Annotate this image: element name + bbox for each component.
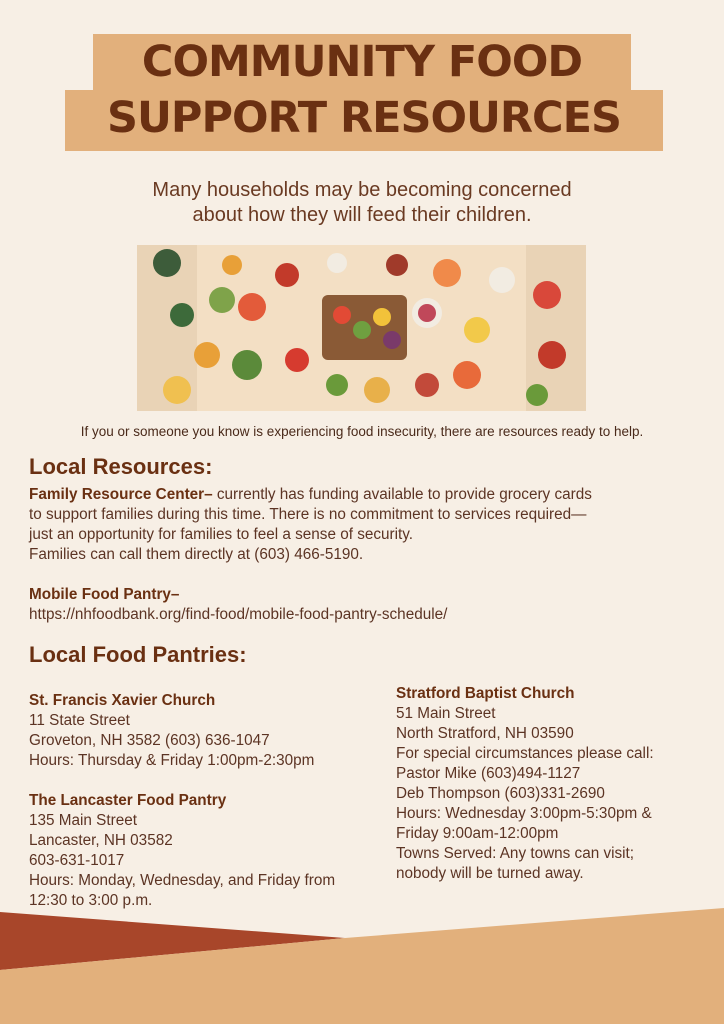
local-food-pantries-heading: Local Food Pantries: [29,642,247,667]
subtitle-line-1: Many households may be becoming concerned [152,179,572,201]
title-box-1 [93,34,631,94]
frc-name: Family Resource Center– [29,486,213,503]
pantry-line: Deb Thompson (603)331-2690 [396,785,605,802]
intro-text: If you or someone you know is experiencing food insecurity, there are resources ready to help. [80,424,644,439]
bottom-wave-decoration [0,900,724,1024]
pantry-name-lancaster: The Lancaster Food Pantry [29,792,227,809]
pantry-line: 51 Main Street [396,705,496,722]
local-resources-heading: Local Resources: [29,454,213,479]
pantry-line: Friday 9:00am-12:00pm [396,825,559,842]
pantry-line: Towns Served: Any towns can visit; [396,845,635,862]
food-spread-icon [137,245,586,411]
subtitle [0,178,724,228]
pantry-line: 603-631-1017 [29,852,125,869]
frc-line-4: Families can call them directly at (603) 466-5190. [29,546,364,563]
pantry-line: For special circumstances please call: [396,745,654,762]
pantry-name-stratford: Stratford Baptist Church [396,685,575,702]
frc-line-3: just an opportunity for families to feel a sense of security. [29,526,414,543]
mobile-food-pantry-paragraph [29,585,699,625]
pantries-right-column [396,684,654,884]
food-banner-image [137,245,586,411]
pantry-line: Lancaster, NH 03582 [29,832,173,849]
pantry-line: Hours: Wednesday 3:00pm-5:30pm & [396,805,652,822]
family-resource-center-paragraph [29,485,699,565]
frc-line-1: currently has funding available to provide grocery cards [212,486,592,503]
pantry-line: Hours: Thursday & Friday 1:00pm-2:30pm [29,752,315,769]
mobile-pantry-url[interactable]: https://nhfoodbank.org/find-food/mobile-food-pantry-schedule/ [29,606,448,623]
subtitle-line-2: about how they will feed their children. [192,204,532,226]
pantry-line: 135 Main Street [29,812,137,829]
pantry-line: Pastor Mike (603)494-1127 [396,765,581,782]
pantries-left-column [29,691,335,911]
page-title-line-2: SUPPORT RESOURCES [107,93,621,143]
pantry-line: 12:30 to 3:00 p.m. [29,892,153,909]
pantry-line: 11 State Street [29,712,130,729]
pantry-line: Groveton, NH 3582 (603) 636-1047 [29,732,270,749]
pantry-name-st-francis: St. Francis Xavier Church [29,692,216,709]
pantry-line: North Stratford, NH 03590 [396,725,574,742]
page-title-line-1: COMMUNITY FOOD [141,37,583,87]
frc-line-2: to support families during this time. There is no commitment to services required— [29,506,587,523]
pantry-line: Hours: Monday, Wednesday, and Friday from [29,872,336,889]
mobile-pantry-name: Mobile Food Pantry– [29,586,180,603]
title-box-2 [65,90,663,151]
pantry-line: nobody will be turned away. [396,865,584,882]
